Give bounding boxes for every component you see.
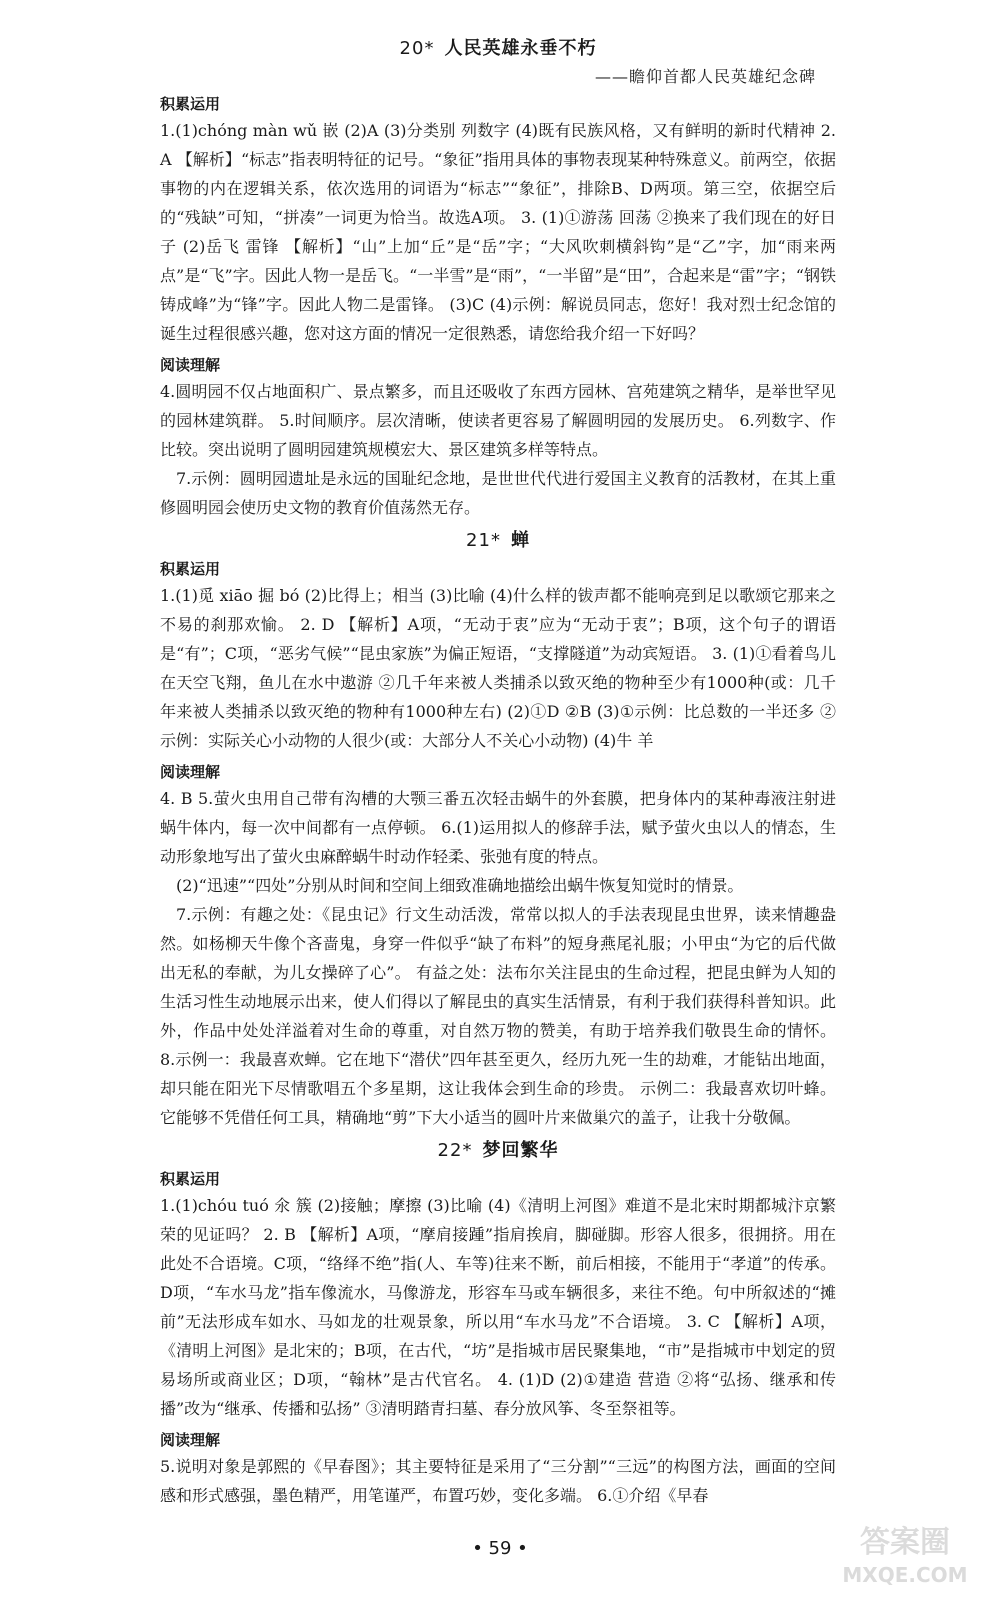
watermark-url: MXQE.COM bbox=[842, 1563, 968, 1587]
section-heading: 阅读理解 bbox=[160, 1431, 221, 1449]
lesson-number: 20* bbox=[399, 38, 435, 59]
section-heading: 积累运用 bbox=[160, 1170, 221, 1188]
answer-paragraph: 4.圆明园不仅占地面积广、景点繁多，而且还吸收了东西方园林、宫苑建筑之精华，是举世罕见的园林建筑群。 5.时间顺序。层次清晰，使读者更容易了解圆明园的发展历史。 6.列数字、作比较。突出说明了圆明园建筑规模宏大、景区建筑多样等特点。 bbox=[160, 382, 836, 459]
watermark-logo bbox=[820, 1512, 990, 1592]
lesson-name: 蝉 bbox=[510, 530, 530, 551]
answer-paragraph: (2)“迅速”“四处”分别从时间和空间上细致准确地描绘出蜗牛恢复知觉时的情景。 bbox=[176, 876, 744, 895]
lesson-title bbox=[160, 1136, 836, 1162]
section-heading: 阅读理解 bbox=[160, 763, 221, 781]
section-heading: 阅读理解 bbox=[160, 356, 221, 374]
lesson-title bbox=[160, 34, 836, 60]
answer-paragraph: 5.说明对象是郭熙的《早春图》；其主要特征是采用了“三分割”“三远”的构图方法，画面的空间感和形式感强，墨色精严，用笔谨严，布置巧妙，变化多端。 6.①介绍《早春 bbox=[160, 1457, 836, 1505]
section-heading: 积累运用 bbox=[160, 560, 221, 578]
answer-paragraph: 7.示例：圆明园遗址是永远的国耻纪念地，是世世代代进行爱国主义教育的活教材，在其上重修圆明园会使历史文物的教育价值荡然无存。 bbox=[160, 469, 836, 517]
answer-paragraph: 1.(1)觅 xiāo 掘 bó (2)比得上；相当 (3)比喻 (4)什么样的钹声都不能响亮到足以歌颂它那来之不易的刹那欢愉。 2. D 【解析】A项，“无动于衷”应为“无动于衷”；B项，这个句子的谓语是“有”；C项，“恶劣气候”“昆虫家族”为偏正短语，“支撑隧道”为动宾短语。 3. (1)①看着鸟儿在天空飞翔，鱼儿在水中遨游 ②几千年来被人类捕杀以致灭绝的物种至少有1000种(或：几千年来被人类捕杀以致灭绝的物种有1000种左右) (2)①D ②B (3)①示例：比总数的一半还多 ②示例：实际关心小动物的人很少(或：大部分人不关心小动物) (4)牛 羊 bbox=[160, 586, 836, 750]
lesson-number: 21* bbox=[466, 530, 501, 551]
section-heading: 积累运用 bbox=[160, 95, 221, 113]
lesson-name: 人民英雄永垂不朽 bbox=[444, 38, 597, 59]
answer-page bbox=[160, 30, 836, 1510]
answer-paragraph: 7.示例：有趣之处：《昆虫记》行文生动活泼，常常以拟人的手法表现昆虫世界，读来情趣盎然。如杨柳天牛像个吝啬鬼，身穿一件似乎“缺了布料”的短身燕尾礼服；小甲虫“为它的后代做出无私的奉献，为儿女操碎了心”。 有益之处：法布尔关注昆虫的生命过程，把昆虫鲜为人知的生活习性生动地展示出来，使人们得以了解昆虫的真实生活情景，有利于我们获得科普知识。此外，作品中处处洋溢着对生命的尊重，对自然万物的赞美，有助于培养我们敬畏生命的情怀。 8.示例一：我最喜欢蝉。它在地下“潜伏”四年甚至更久，经历九死一生的劫难，才能钻出地面，却只能在阳光下尽情歌唱五个多星期，这让我体会到生命的珍贵。 示例二：我最喜欢切叶蜂。它能够不凭借任何工具，精确地“剪”下大小适当的圆叶片来做巢穴的盖子，让我十分敬佩。 bbox=[160, 905, 836, 1127]
lesson-subtitle: ——瞻仰首都人民英雄纪念碑 bbox=[594, 67, 816, 86]
lesson-number: 22* bbox=[437, 1140, 473, 1161]
watermark-text: 答案圈 bbox=[860, 1525, 950, 1560]
answer-paragraph: 1.(1)chóu tuó 氽 簇 (2)接触；摩擦 (3)比喻 (4)《清明上河图》难道不是北宋时期都城汴京繁荣的见证吗？ 2. B 【解析】A项，“摩肩接踵”指肩挨肩，脚碰脚。形容人很多，很拥挤。用在此处不合语境。C项，“络绎不绝”指(人、车等)往来不断，前后相接，不能用于“孝道”的传承。D项，“车水马龙”指车像流水，马像游龙，形容车马或车辆很多，来往不绝。句中所叙述的“摊前”无法形成车如水、马如龙的壮观景象，所以用“车水马龙”不合语境。 3. C 【解析】A项，《清明上河图》是北宋的；B项，在古代，“坊”是指城市居民聚集地，“市”是指城市中划定的贸易场所或商业区；D项，“翰林”是古代官名。 4. (1)D (2)①建造 营造 ②将“弘扬、继承和传播”改为“继承、传播和弘扬” ③清明踏青扫墓、春分放风筝、冬至祭祖等。 bbox=[160, 1196, 836, 1418]
answer-paragraph: 4. B 5.萤火虫用自己带有沟槽的大颚三番五次轻击蜗牛的外套膜，把身体内的某种毒液注射进蜗牛体内，每一次中间都有一点停顿。 6.(1)运用拟人的修辞手法，赋予萤火虫以人的情态，生动形象地写出了萤火虫麻醉蜗牛时动作轻柔、张弛有度的特点。 bbox=[160, 789, 836, 866]
lesson-title bbox=[160, 526, 836, 552]
page-number: • 59 • bbox=[472, 1538, 528, 1559]
lesson-name: 梦回繁华 bbox=[482, 1140, 559, 1161]
answer-paragraph: 1.(1)chóng màn wǔ 嵌 (2)A (3)分类别 列数字 (4)既有民族风格，又有鲜明的新时代精神 2. A 【解析】“标志”指表明特征的记号。“象征”指用具体的事物表现某种特殊意义。前两空，依据事物的内在逻辑关系，依次选用的词语为“标志”“象征”，排除B、D两项。第三空，依据空后的“残缺”可知，“拼凑”一词更为恰当。故选A项。 3. (1)①游荡 回荡 ②换来了我们现在的好日子 (2)岳飞 雷锋 【解析】“山”上加“丘”是“岳”字；“大风吹刺横斜钩”是“乙”字，加“雨来两点”是“飞”字。因此人物一是岳飞。“一半雪”是“雨”，“一半留”是“田”，合起来是“雷”字；“钢铁铸成峰”为“锋”字。因此人物二是雷锋。 (3)C (4)示例：解说员同志，您好！我对烈士纪念馆的诞生过程很感兴趣，您对这方面的情况一定很熟悉，请您给我介绍一下好吗？ bbox=[160, 121, 836, 343]
